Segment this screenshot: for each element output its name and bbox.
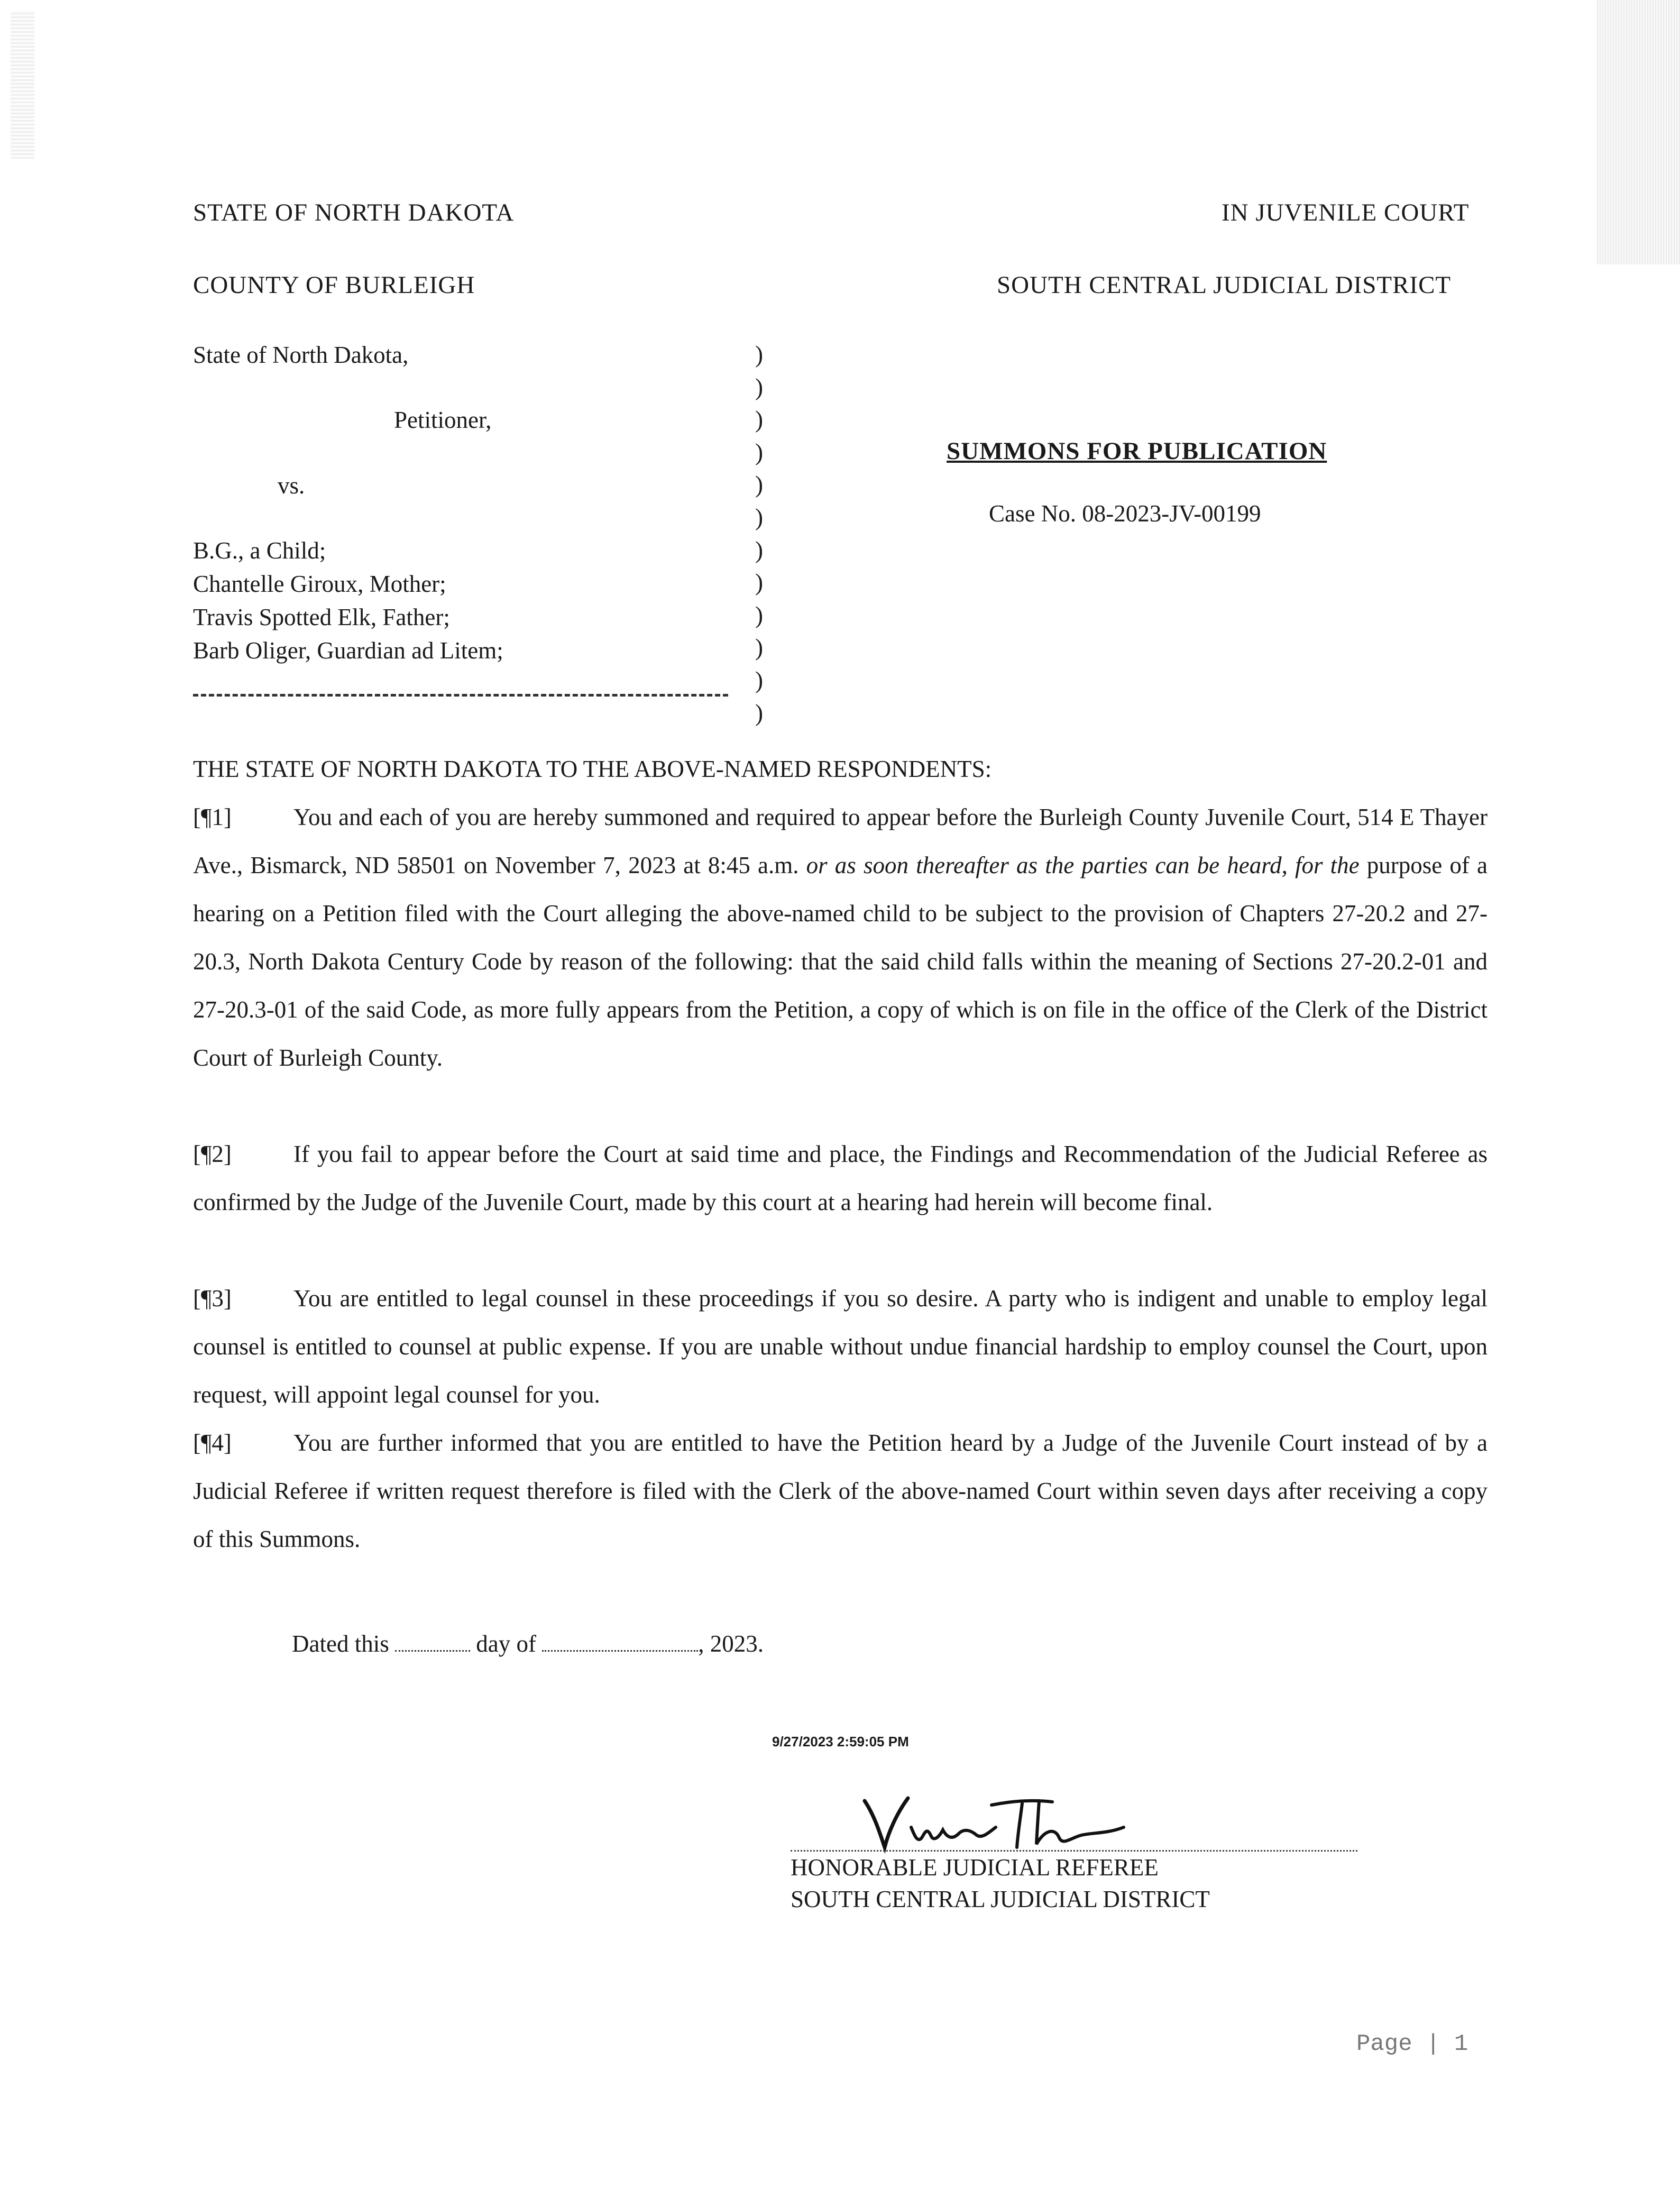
paragraph-mark: [¶3] xyxy=(193,1285,232,1312)
paragraph-mark: [¶1] xyxy=(193,804,232,830)
paragraph-4: [¶4] You are further informed that you are entitled to have the Petition heard by a Judge of the Juvenile Court instead of by a Judicial Referee if written request therefore is filed with the Clerk of the above-named Court within seven days after receiving a copy of this Summons. xyxy=(193,1419,1488,1563)
header-court: IN JUVENILE COURT xyxy=(1222,199,1470,226)
header-district: SOUTH CENTRAL JUDICIAL DISTRICT xyxy=(997,271,1452,299)
salutation: THE STATE OF NORTH DAKOTA TO THE ABOVE-NAMED RESPONDENTS: xyxy=(193,756,992,782)
respondent-child: B.G., a Child; xyxy=(193,537,326,564)
versus-label: vs. xyxy=(278,472,305,499)
caption-parentheses: ) ) ) ) ) ) ) ) ) ) ) ) xyxy=(755,341,763,726)
petitioner-role: Petitioner, xyxy=(394,407,492,433)
signer-title: HONORABLE JUDICIAL REFEREE xyxy=(791,1854,1159,1881)
dated-line: Dated this day of , 2023. xyxy=(292,1629,764,1657)
signature-line xyxy=(791,1850,1357,1852)
month-blank xyxy=(542,1629,698,1652)
respondent-guardian: Barb Oliger, Guardian ad Litem; xyxy=(193,637,503,664)
case-number: Case No. 08-2023-JV-00199 xyxy=(989,500,1261,527)
paragraph-3: [¶3] You are entitled to legal counsel in these proceedings if you so desire. A party who is indigent and unable to employ legal counsel is entitled to counsel at public expense. If you are unable without undue financial hardship to employ counsel the Court, upon request, will appoint legal counsel for you. xyxy=(193,1275,1488,1419)
respondent-mother: Chantelle Giroux, Mother; xyxy=(193,571,446,597)
day-blank xyxy=(395,1629,470,1652)
header-county: COUNTY OF BURLEIGH xyxy=(193,271,475,299)
respondent-father: Travis Spotted Elk, Father; xyxy=(193,604,450,630)
petitioner-name: State of North Dakota, xyxy=(193,342,409,368)
signature-image xyxy=(859,1785,1134,1859)
filing-timestamp: 9/27/2023 2:59:05 PM xyxy=(772,1734,909,1750)
page-number: Page | 1 xyxy=(1356,2031,1468,2057)
paragraph-mark: [¶4] xyxy=(193,1430,232,1456)
scan-artifact xyxy=(11,11,34,159)
signer-district: SOUTH CENTRAL JUDICIAL DISTRICT xyxy=(791,1886,1210,1912)
document-title: SUMMONS FOR PUBLICATION xyxy=(947,437,1327,465)
paragraph-mark: [¶2] xyxy=(193,1141,232,1167)
paragraph-1: [¶1] You and each of you are hereby summoned and required to appear before the Burleigh County Juvenile Court, 514 E Thayer Ave., Bismarck, ND 58501 on November 7, 2023 at 8:45 a.m. or as soon thereafter as the parties can be heard, for the purpose of a hearing on a Petition filed with the Court alleging the above-named child to be subject to the provision of Chapters 27-20.2 and 27-20.3, North Dakota Century Code by reason of the following: that the said child falls within the meaning of Sections 27-20.2-01 and 27-20.3-01 of the said Code, as more fully appears from the Petition, a copy of which is on file in the office of the Clerk of the District Court of Burleigh County. xyxy=(193,793,1488,1082)
paragraph-2: [¶2] If you fail to appear before the Court at said time and place, the Findings and Recommendation of the Judicial Referee as confirmed by the Judge of the Juvenile Court, made by this court at a hearing had herein will become final. xyxy=(193,1130,1488,1226)
header-state: STATE OF NORTH DAKOTA xyxy=(193,199,515,226)
caption-dashed-divider xyxy=(193,694,728,697)
scan-artifact xyxy=(1597,0,1680,264)
